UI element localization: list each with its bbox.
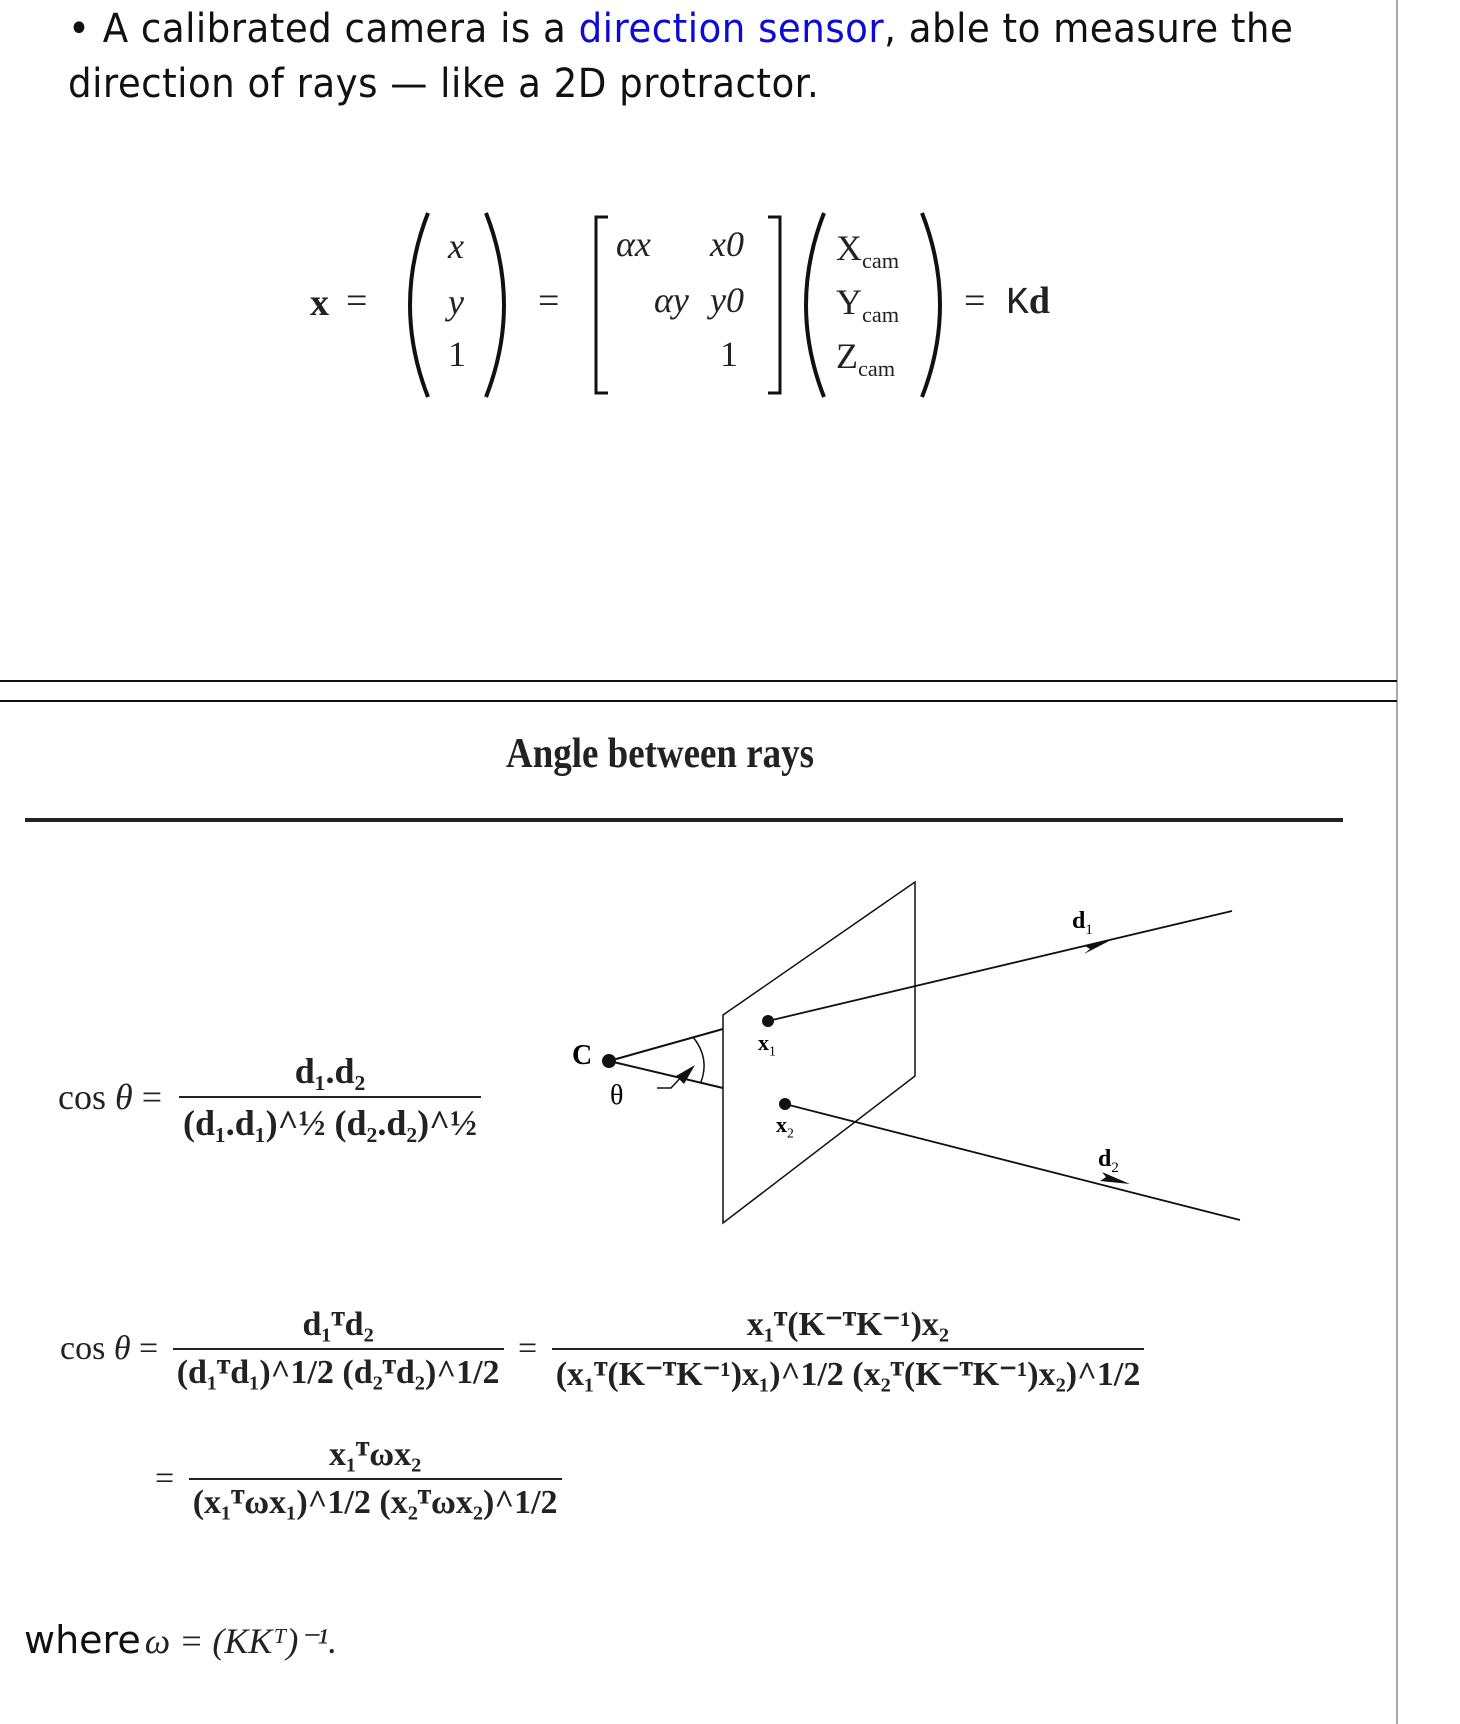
label-d2: $d_2$ <box>1098 1146 1119 1176</box>
f2-fraction-2 <box>552 1304 1145 1394</box>
f1-denominator: (d₁.d₁)^½ (d₂.d₂)^½ <box>179 1096 481 1144</box>
lhs-x: x <box>310 282 329 324</box>
f2-lhs: cos θ = <box>60 1330 159 1367</box>
equals-3: = <box>964 280 986 322</box>
y0: y0 <box>710 280 744 320</box>
matrix-one: 1 <box>720 334 738 374</box>
vec-y: y <box>448 282 464 322</box>
f2-numerator-2: x₁ᵀ(K⁻ᵀK⁻¹)x₂ <box>746 1306 950 1343</box>
label-x1: $x_1$ <box>758 1030 776 1059</box>
vec-x: x <box>448 226 464 266</box>
slide-title: Angle between rays <box>505 731 814 777</box>
bullet-line-1 <box>68 2 1293 56</box>
title-rule <box>25 818 1343 822</box>
f3-equals: = <box>155 1460 175 1497</box>
f2-denominator-1: (d₁ᵀd₁)^1/2 (d₂ᵀd₂)^1/2 <box>173 1348 504 1392</box>
direction-sensor-link[interactable]: direction sensor <box>578 6 885 52</box>
alpha-x: αx <box>616 224 651 264</box>
image-plane <box>723 882 915 1223</box>
label-d1: $d_1$ <box>1072 908 1093 938</box>
f2-fraction-1 <box>173 1306 504 1392</box>
f2-numerator-1: d₁ᵀd₂ <box>302 1306 374 1343</box>
slide-bottom-edge <box>0 680 1397 682</box>
equation-brackets-svg <box>300 205 1080 405</box>
label-x2: $x_2$ <box>776 1112 794 1141</box>
z-cam: $Z_{cam}$ <box>836 336 896 382</box>
bullet-text-after: , able to measure the <box>884 6 1294 52</box>
angle-between-rays-diagram <box>560 870 1260 1230</box>
f1-fraction <box>179 1050 481 1144</box>
bullet-line-2: direction of rays — like a 2D protractor. <box>68 61 820 107</box>
f3-numerator: x₁ᵀωx₂ <box>328 1436 422 1473</box>
where-expression: ω = (KKᵀ)⁻¹. <box>144 1621 338 1661</box>
f3-fraction <box>189 1436 562 1522</box>
camera-center-dot <box>602 1054 616 1068</box>
label-C: C <box>572 1040 593 1071</box>
f2-denominator-2: (x₁ᵀ(K⁻ᵀK⁻¹)x₁)^1/2 (x₂ᵀ(K⁻ᵀK⁻¹)x₂)^1/2 <box>552 1348 1145 1394</box>
f2-equals: = <box>518 1330 538 1367</box>
omega-formula <box>155 1436 562 1522</box>
bullet-symbol: • <box>68 6 91 52</box>
equals-2: = <box>538 280 560 322</box>
camera-projection-equation <box>300 205 1080 405</box>
equals-1: = <box>346 280 368 322</box>
label-theta: θ <box>610 1080 624 1111</box>
page-right-border <box>1396 0 1398 1724</box>
slide-top-edge <box>0 700 1397 702</box>
where-word: where <box>24 1618 141 1662</box>
rhs-Kd: Kd <box>1006 280 1050 325</box>
y-cam: $Y_{cam}$ <box>836 282 900 328</box>
where-clause <box>24 1618 337 1662</box>
f1-lhs: cos θ = <box>58 1077 162 1117</box>
vec-1: 1 <box>448 334 466 374</box>
bullet-text-before: A calibrated camera is a <box>90 6 579 52</box>
cos-theta-formula-1 <box>58 1050 481 1144</box>
x0: x0 <box>710 224 744 264</box>
cos-theta-formula-2 <box>60 1304 1144 1394</box>
alpha-y: αy <box>654 280 689 320</box>
f3-denominator: (x₁ᵀωx₁)^1/2 (x₂ᵀωx₂)^1/2 <box>189 1478 562 1522</box>
x2-dot <box>779 1098 791 1110</box>
x1-dot <box>762 1015 774 1027</box>
x-cam: $X_{cam}$ <box>836 228 900 274</box>
rays-diagram-svg <box>560 870 1260 1230</box>
f1-numerator: d₁.d₂ <box>294 1051 366 1091</box>
